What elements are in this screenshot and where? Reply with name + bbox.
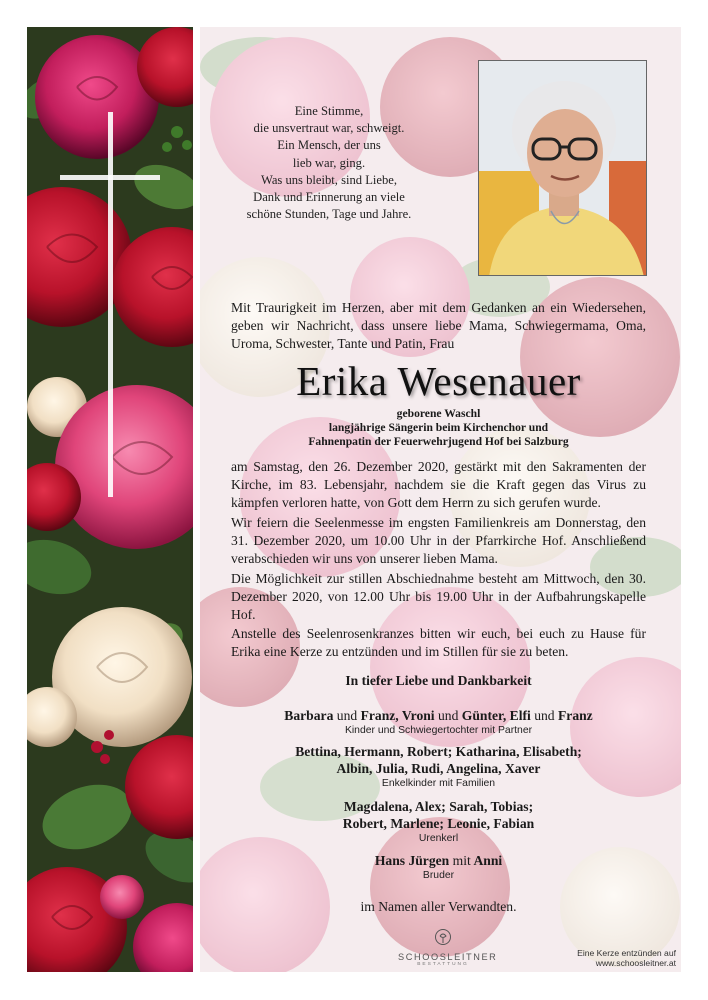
poem-line: Ein Mensch, der uns xyxy=(277,138,381,153)
family-names: Bettina, Hermann, Robert; Katharina, Elisabeth; xyxy=(295,744,582,759)
farewell-paragraph: Die Möglichkeit zur stillen Abschiednahme besteht am Mittwoch, den 30. Dezember 2020, von 12.00 Uhr bis 19.00 Uhr in der Aufbahrungskapelle Hof. xyxy=(231,571,646,623)
logo-wordmark: SCHOOSLEITNER xyxy=(398,952,498,962)
portrait-image xyxy=(479,61,647,276)
poem-line: Eine Stimme, xyxy=(294,104,364,118)
family-group-children xyxy=(231,707,646,737)
roses-image xyxy=(27,27,193,972)
poem-line: schöne Stunden, Tage und Jahre. xyxy=(246,207,412,222)
poem-line: Dank und Erinnerung an viele xyxy=(253,190,405,205)
candle-text: Eine Kerze entzünden auf xyxy=(577,948,676,958)
intro-text: Mit Traurigkeit im Herzen, aber mit dem Gedanken an ein Wiedersehen, geben wir Nachricht, dass unsere liebe Mama, Schwiegermama, Oma, Uroma, Schwester, Tante und Patin, Frau xyxy=(231,300,646,352)
candle-paragraph: Anstelle des Seelenrosenkranzes bitten wir euch, bei euch zu Hause für Erika eine Kerze zu entzünden und im Stillen für sie zu beten. xyxy=(231,626,646,660)
family-relation: Bruder xyxy=(422,870,455,881)
family-relation: Kinder und Schwiegertochter mit Partner xyxy=(344,725,533,736)
subtitle-line: langjährige Sängerin beim Kirchenchor und xyxy=(328,421,549,435)
candle-url[interactable]: www.schoosleitner.at xyxy=(595,958,676,969)
family-names: Hans Jürgen mit Anni xyxy=(374,853,503,868)
rose-logo-icon xyxy=(434,928,452,946)
portrait-photo xyxy=(478,60,647,276)
closing-line: In tiefer Liebe und Dankbarkeit xyxy=(345,673,532,688)
poem-line: Was uns bleibt, sind Liebe, xyxy=(260,172,398,187)
family-group-great-grandchildren xyxy=(231,798,646,845)
candle-link-note xyxy=(530,948,676,969)
family-group-grandchildren xyxy=(231,743,646,790)
poem-line: die unsvertraut war, schweigt. xyxy=(253,121,405,136)
family-names: Robert, Marlene; Leonie, Fabian xyxy=(342,816,535,831)
family-relation: Enkelkinder mit Familien xyxy=(381,778,496,789)
deceased-name: Erika Wesenauer xyxy=(296,358,581,404)
birth-name: geborene Waschl xyxy=(396,407,481,420)
family-names: Magdalena, Alex; Sarah, Tobias; xyxy=(343,799,534,814)
poem-line: lieb war, ging. xyxy=(292,155,366,170)
family-group-brother xyxy=(231,852,646,882)
family-names: Barbara und Franz, Vroni und Günter, Elfi und Franz xyxy=(284,708,593,723)
poem xyxy=(224,103,434,223)
deceased-subtitle xyxy=(231,407,646,450)
all-relatives-line: im Namen aller Verwandten. xyxy=(360,899,517,914)
subtitle-line: Fahnenpatin der Feuerwehrjugend Hof bei Salzburg xyxy=(308,435,569,449)
family-relation: Urenkerl xyxy=(418,833,459,844)
funeral-home-logo xyxy=(398,928,498,967)
family-names: Albin, Julia, Rudi, Angelina, Xaver xyxy=(336,761,541,776)
logo-subtitle: BESTATTUNG xyxy=(417,962,469,967)
rose-strip xyxy=(27,27,193,972)
death-notice-paragraph: am Samstag, den 26. Dezember 2020, gestärkt mit den Sakramenten der Kirche, im 83. Lebensjahr, nachdem sie die Kraft gegen das Virus zu kämpfen verloren hatte, von Gott dem Herrn zu sich gerufen wurde. xyxy=(231,459,646,511)
requiem-paragraph: Wir feiern die Seelenmesse im engsten Familienkreis am Donnerstag, den 31. Dezember 2020, um 10.00 Uhr in der Pfarrkirche Hof. Anschließend verabschieden wir uns von unserer lieben Mama. xyxy=(231,515,646,567)
